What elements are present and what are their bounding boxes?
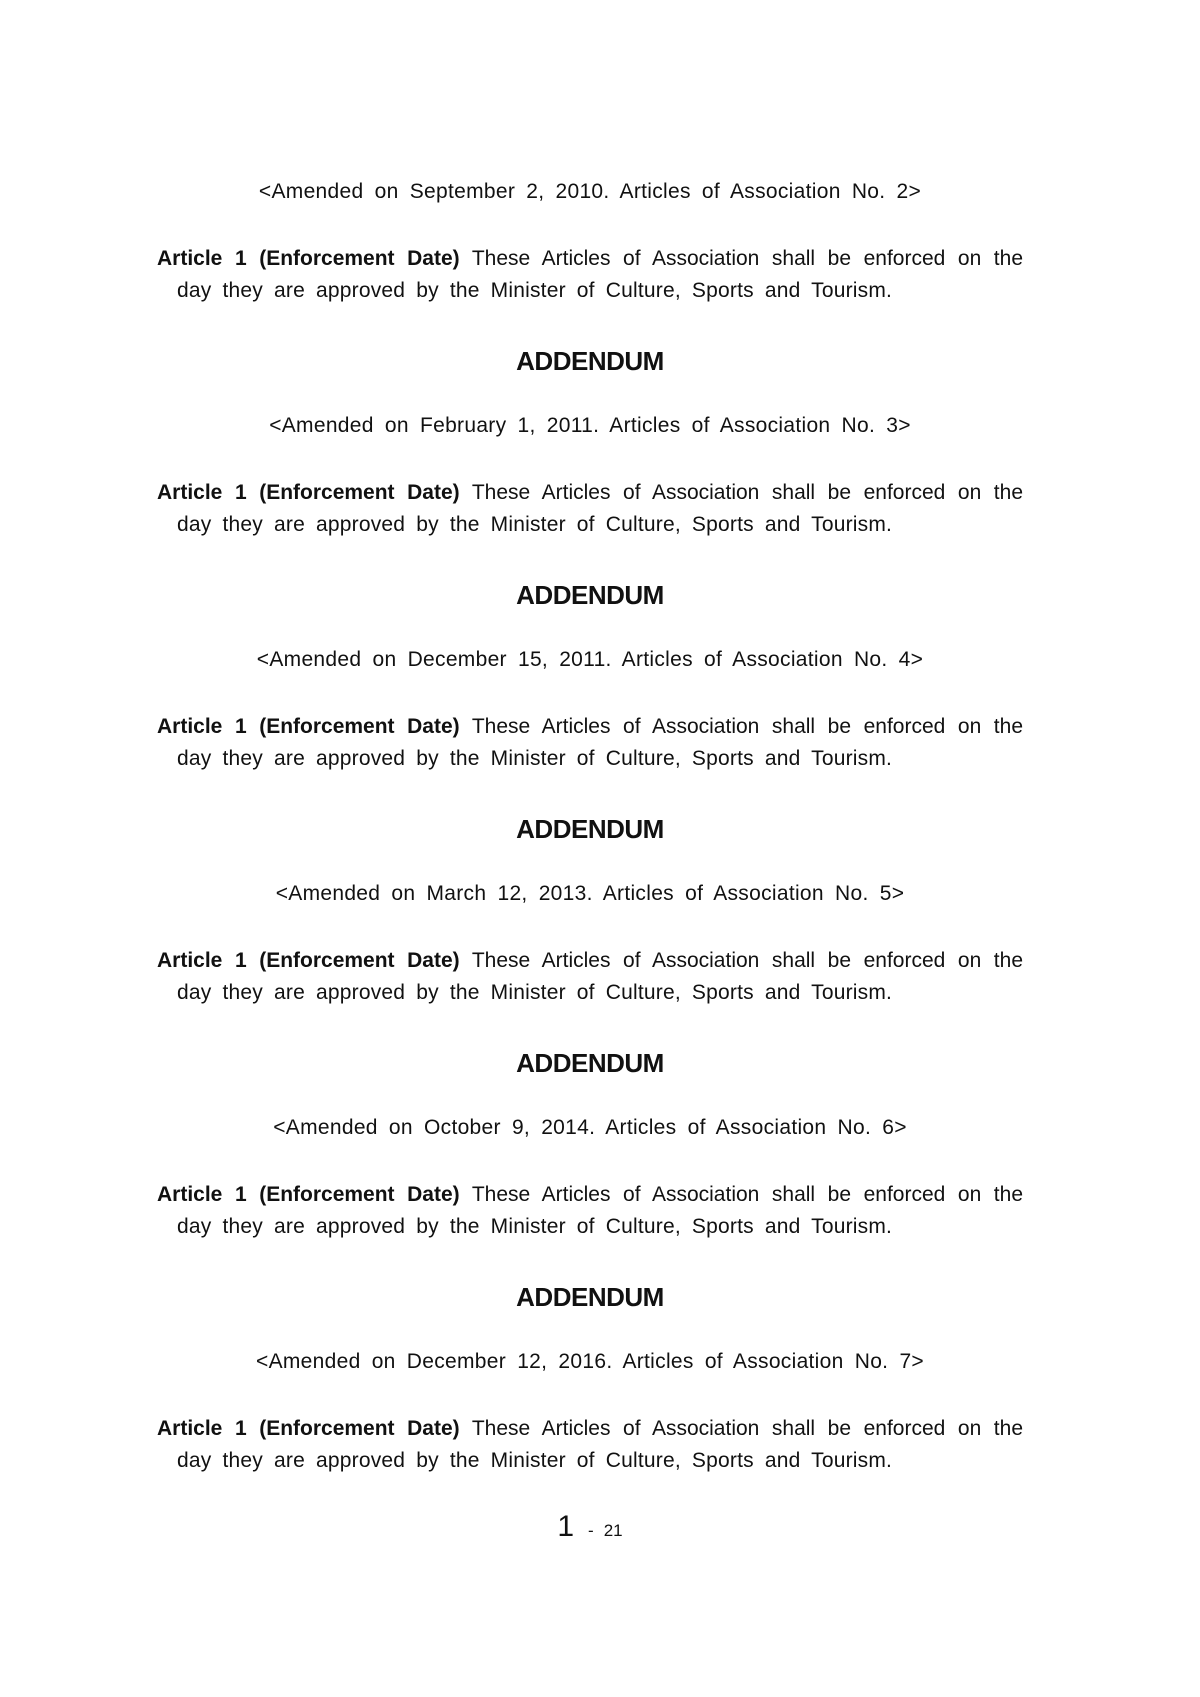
addendum-heading: ADDENDUM — [516, 1048, 664, 1078]
article-first-line — [157, 477, 1023, 509]
article-paragraph — [157, 945, 1023, 1009]
amendment-note: <Amended on March 12, 2013. Articles of Association No. 5> — [275, 882, 905, 905]
article-label: Article — [157, 481, 223, 504]
article-paragraph — [157, 1179, 1023, 1243]
article-paragraph — [157, 477, 1023, 541]
article-title: (Enforcement Date) — [259, 1417, 460, 1440]
article-text: These Articles of Association shall be enforced on the — [471, 1417, 1024, 1440]
article-label: Article — [157, 1183, 223, 1206]
article-title: (Enforcement Date) — [259, 481, 460, 504]
article-title: (Enforcement Date) — [259, 247, 460, 270]
article-text: These Articles of Association shall be enforced on the — [471, 1183, 1024, 1206]
article-number: 1 — [234, 247, 247, 270]
article-title: (Enforcement Date) — [259, 949, 460, 972]
page-number — [0, 1510, 1180, 1544]
article-first-line — [157, 1413, 1023, 1445]
article-text: These Articles of Association shall be enforced on the — [471, 949, 1024, 972]
amendment-note: <Amended on December 15, 2011. Articles of Association No. 4> — [256, 648, 924, 671]
amendment-note: <Amended on October 9, 2014. Articles of Association No. 6> — [273, 1116, 907, 1139]
page-chapter-number: 1 — [557, 1510, 575, 1543]
page-index: 21 — [603, 1521, 623, 1540]
article-continuation: day they are approved by the Minister of Culture, Sports and Tourism. — [177, 981, 893, 1004]
article-number: 1 — [234, 1183, 247, 1206]
article-text: These Articles of Association shall be enforced on the — [471, 247, 1024, 270]
article-first-line — [157, 243, 1023, 275]
article-continuation: day they are approved by the Minister of Culture, Sports and Tourism. — [177, 1449, 893, 1472]
article-first-line — [157, 711, 1023, 743]
article-label: Article — [157, 1417, 223, 1440]
addendum-heading: ADDENDUM — [516, 814, 664, 844]
addendum-heading: ADDENDUM — [516, 346, 664, 376]
amendment-note: <Amended on December 12, 2016. Articles of Association No. 7> — [256, 1350, 924, 1373]
article-title: (Enforcement Date) — [259, 1183, 460, 1206]
article-number: 1 — [234, 1417, 247, 1440]
article-label: Article — [157, 247, 223, 270]
article-title: (Enforcement Date) — [259, 715, 460, 738]
article-first-line — [157, 945, 1023, 977]
article-number: 1 — [234, 715, 247, 738]
article-continuation: day they are approved by the Minister of Culture, Sports and Tourism. — [177, 513, 893, 536]
article-first-line — [157, 1179, 1023, 1211]
article-paragraph — [157, 243, 1023, 307]
article-label: Article — [157, 949, 223, 972]
article-number: 1 — [234, 949, 247, 972]
addendum-heading: ADDENDUM — [516, 580, 664, 610]
article-continuation: day they are approved by the Minister of Culture, Sports and Tourism. — [177, 1215, 893, 1238]
amendment-note: <Amended on September 2, 2010. Articles of Association No. 2> — [258, 180, 922, 203]
article-paragraph — [157, 1413, 1023, 1477]
page-separator: - — [588, 1521, 594, 1540]
article-label: Article — [157, 715, 223, 738]
article-paragraph — [157, 711, 1023, 775]
addendum-heading: ADDENDUM — [516, 1282, 664, 1312]
article-continuation: day they are approved by the Minister of Culture, Sports and Tourism. — [177, 747, 893, 770]
amendment-note: <Amended on February 1, 2011. Articles of Association No. 3> — [269, 414, 911, 437]
article-continuation: day they are approved by the Minister of Culture, Sports and Tourism. — [177, 279, 893, 302]
article-text: These Articles of Association shall be enforced on the — [471, 715, 1024, 738]
article-text: These Articles of Association shall be enforced on the — [471, 481, 1024, 504]
article-number: 1 — [234, 481, 247, 504]
